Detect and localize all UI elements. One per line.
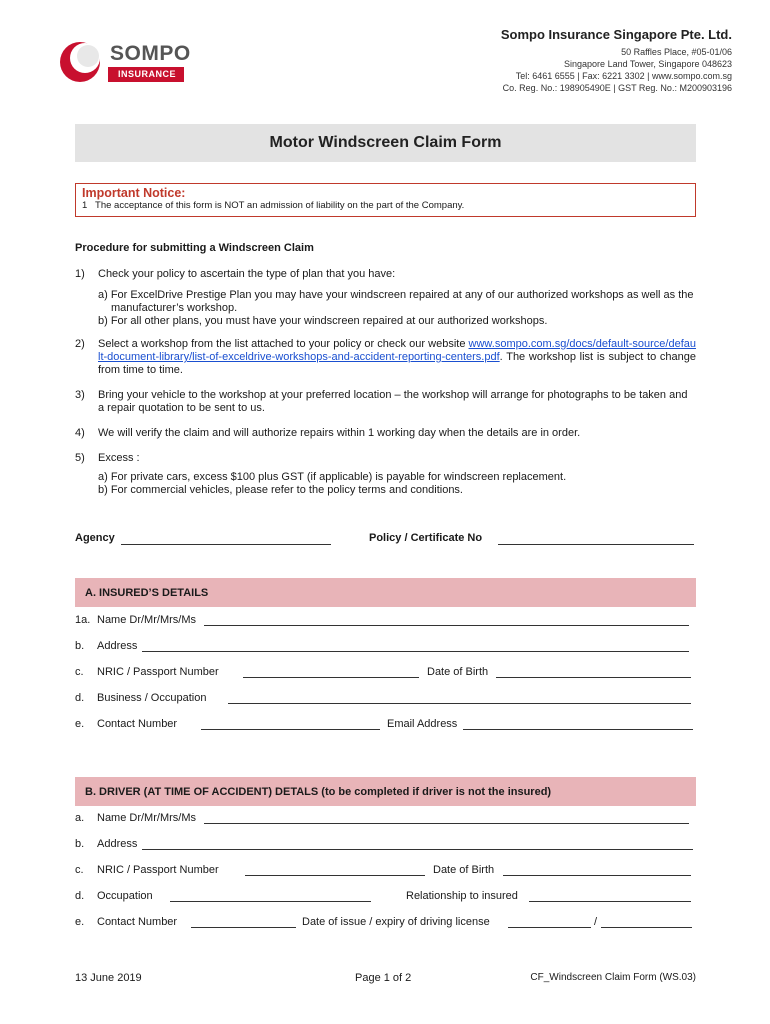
driver-occupation-label: Occupation — [97, 890, 153, 902]
field-key: b. — [75, 838, 85, 850]
insured-contact-field[interactable] — [201, 729, 380, 730]
notice-number: 1 — [82, 200, 88, 211]
insured-name-label: Name Dr/Mr/Mrs/Ms — [97, 614, 196, 626]
driver-name-field[interactable] — [204, 823, 689, 824]
field-key: a. — [75, 812, 85, 824]
driver-dob-field[interactable] — [503, 875, 691, 876]
insured-nric-label: NRIC / Passport Number — [97, 666, 219, 678]
procedure-step-3 — [75, 389, 696, 415]
step-number: 4) — [75, 427, 85, 439]
procedure-step-1 — [75, 268, 696, 328]
step-text: We will verify the claim and will authorize repairs within 1 working day when the details are in order. — [98, 427, 581, 439]
driver-address-field[interactable] — [142, 849, 693, 850]
workshop-list-link[interactable]: www.sompo.com.sg/docs/default-source/default-document-library/list-of-exceldrive-workshops-and-accident-reporting-centers.pdf — [98, 338, 696, 363]
footer-date: 13 June 2019 — [75, 972, 142, 984]
driver-dob-label: Date of Birth — [433, 864, 495, 876]
step-subitem: a) For ExcelDrive Prestige Plan you may have your windscreen repaired at any of our authorized workshops as well as the manufacturer’s workshop. — [98, 289, 694, 314]
step-subitem: b) For commercial vehicles, please refer to the policy terms and conditions. — [98, 484, 463, 496]
procedure-step-5 — [75, 452, 696, 497]
sompo-logo — [58, 40, 198, 86]
step-number: 2) — [75, 338, 85, 350]
license-issue-date-field[interactable] — [508, 927, 591, 928]
field-key: d. — [75, 692, 85, 704]
procedure-step-4 — [75, 427, 696, 440]
step-text-part: . The workshop list is subject to change from time to time. — [98, 351, 696, 376]
footer-form-code: CF_Windscreen Claim Form (WS.03) — [530, 972, 696, 983]
step-subitems — [98, 471, 696, 497]
insured-address-field[interactable] — [142, 651, 689, 652]
field-key: d. — [75, 890, 85, 902]
step-number: 3) — [75, 389, 85, 401]
company-address-line: Singapore Land Tower, Singapore 048623 — [564, 59, 732, 69]
insured-occupation-label: Business / Occupation — [97, 692, 207, 704]
notice-item — [82, 200, 689, 212]
section-a-heading: A. INSURED’S DETAILS — [75, 578, 696, 607]
insured-contact-label: Contact Number — [97, 718, 178, 730]
insured-occupation-field[interactable] — [228, 703, 691, 704]
step-subitems — [98, 289, 696, 328]
insured-address-label: Address — [97, 640, 138, 652]
driver-name-label: Name Dr/Mr/Mrs/Ms — [97, 812, 196, 824]
company-reg-line: Co. Reg. No.: 198905490E | GST Reg. No.: M200903196 — [502, 83, 732, 93]
field-key: c. — [75, 666, 84, 678]
driver-contact-label: Contact Number — [97, 916, 178, 928]
policy-number-field[interactable] — [498, 544, 694, 545]
step-number: 5) — [75, 452, 85, 464]
field-key: b. — [75, 640, 85, 652]
step-text: Check your policy to ascertain the type of plan that you have: — [98, 268, 396, 280]
step-text — [98, 338, 696, 377]
step-subitem: a) For private cars, excess $100 plus GST (if applicable) is payable for windscreen replacement. — [98, 471, 567, 483]
step-text-part: Select a workshop from the list attached to your policy or check our website — [98, 338, 469, 350]
insured-email-label: Email Address — [387, 718, 458, 730]
company-info — [501, 26, 732, 94]
insured-dob-field[interactable] — [496, 677, 691, 678]
important-notice — [75, 183, 696, 217]
driver-address-label: Address — [97, 838, 138, 850]
insured-name-field[interactable] — [204, 625, 689, 626]
step-number: 1) — [75, 268, 85, 280]
agency-field[interactable] — [121, 544, 331, 545]
license-date-separator: / — [594, 916, 598, 928]
notice-text: The acceptance of this form is NOT an admission of liability on the part of the Company. — [95, 200, 465, 211]
insured-email-field[interactable] — [463, 729, 693, 730]
company-name: Sompo Insurance Singapore Pte. Ltd. — [500, 27, 732, 42]
field-key: c. — [75, 864, 84, 876]
step-subitem: b) For all other plans, you must have your windscreen repaired at our authorized workshops. — [98, 315, 548, 327]
field-key: 1a. — [75, 614, 91, 626]
company-contact-line: Tel: 6461 6555 | Fax: 6221 3302 | www.sompo.com.sg — [515, 71, 732, 81]
driver-contact-field[interactable] — [191, 927, 296, 928]
footer-page-number: Page 1 of 2 — [355, 972, 412, 984]
logo-text: SOMPO — [110, 42, 191, 65]
driver-relationship-label: Relationship to insured — [406, 890, 518, 902]
driver-nric-label: NRIC / Passport Number — [97, 864, 219, 876]
driver-occupation-field[interactable] — [170, 901, 371, 902]
procedure-step-2 — [75, 338, 696, 377]
driver-nric-field[interactable] — [245, 875, 425, 876]
company-address-line: 50 Raffles Place, #05-01/06 — [621, 47, 732, 57]
license-date-label: Date of issue / expiry of driving license — [302, 916, 490, 928]
agency-label: Agency — [75, 532, 115, 544]
insured-nric-field[interactable] — [243, 677, 419, 678]
step-text: Excess : — [98, 452, 140, 464]
driver-relationship-field[interactable] — [529, 901, 691, 902]
step-text: Bring your vehicle to the workshop at your preferred location – the workshop will arrange for photographs to be taken and a repair quotation to be sent to us. — [98, 389, 688, 414]
form-title: Motor Windscreen Claim Form — [75, 124, 696, 162]
logo-subtext: INSURANCE — [118, 69, 177, 79]
procedure-title: Procedure for submitting a Windscreen Claim — [75, 242, 314, 254]
section-b-heading: B. DRIVER (AT TIME OF ACCIDENT) DETALS (to be completed if driver is not the insured) — [75, 777, 696, 806]
field-key: e. — [75, 916, 85, 928]
policy-number-label: Policy / Certificate No — [369, 532, 483, 544]
license-expiry-date-field[interactable] — [601, 927, 692, 928]
notice-heading: Important Notice: — [82, 186, 186, 200]
field-key: e. — [75, 718, 85, 730]
insured-dob-label: Date of Birth — [427, 666, 489, 678]
